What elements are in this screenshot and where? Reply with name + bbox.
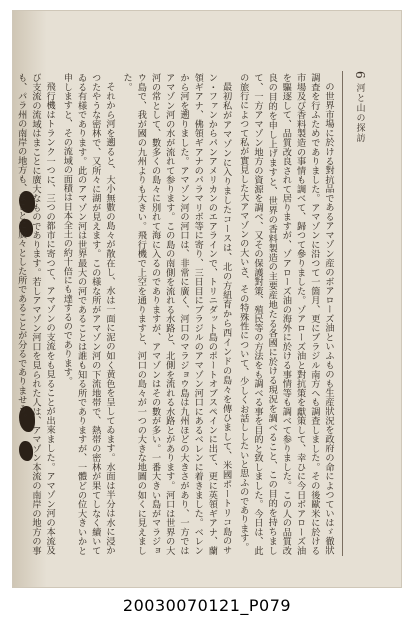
paragraph: の世界市場に於ける對抗品であるアマゾン産のボアローズ油といふものも生産狀況を政府の命によつていはゞ徹狀調査を行ふためでありました。アマゾンに沿つて一箇月、更にブラジル南方へも調査しました。その後歐米に於ける市場及び香料製造の事情も調べて、歸つて參りました。ゾアローズ油と對抗策を獻策して、幸ひに今日ボアローズ油を驅逐して、品質改良されて居りますが、ゾアローズ油の海外に於ける事情等も調べて参りました。この人の品質改良の目的を申し上げますと、世界の香料製造の主要産地たる各國に於ける現況を調べること、この目的を持ちまして、一方アマゾン地方の資源を調べ、又その保護對策、殖民等の方法をも調べる事を目的と致しました。今日は、此の旅行によつて私が實見した大アマゾンの大いさ、その特殊性について、少しくお話ししたいと思ふのであります。 bbox=[237, 73, 334, 555]
book-page bbox=[12, 10, 402, 588]
page-header bbox=[353, 71, 367, 143]
paragraph: それから河を遡ると、大小無數の島々が散在し、水は一面に泥の如く黄色を呈してゐます。水面は半分は水に浸かつたやうな密林で、又所々に湖が見えます。この様な所がアマゾン河の下流地帯で、熱帯の密林が果てしなく續いてゐる有様であります。此のアマゾン河は世界最大の河であることは誰も知る所でありますが、一體どの位大きいかと申しますと、その流域の面積は日本全土の約十倍にも達するのであります。 bbox=[61, 73, 115, 555]
paragraph: 最初私がアマゾンに入りましたコースは、北の方紐育から西インドの島々を傳ひまして、米國ポートリコ島のサン・ファンからパンアメリカンのエアラインで、トリニダット島のポートオブスペインに出て、更に英領ギアナ、蘭領ギアナ、佛領ギアナのパラマリボ等に寄り、三日目にブラジルのアマゾン河口にあるベレンに着きました。ベレンから河を遡りました。アマゾン河の河口は、非常に廣く、河口のマラジョウ島は九州ほどの大きさがあり、一方ではアマゾン河の水が流れて参ります。この島の南側を流れる水路と、北側を流れる水路とがあります。河口は世界の大河の常として、數多くの島々に別れて海に入るのでありますが、アマゾンはその數が多い。一番大きい島がマラジョウ島で、我が國の九州よりも大きい。飛行機で上空を通りますと、河口の島々が一つの大きな地圖の如くに見えました。 bbox=[121, 73, 232, 555]
image-id-caption: 20030070121_P079 bbox=[122, 596, 292, 615]
paragraph: 飛行機はトランク一つに、三つの都市に寄つて、アマゾンの支流をも見ることが出來ました。アマゾン河の本流及び支流の流域はまことに廣大なものであります。若しアマゾン河口を見られた人は、アマゾン本流の南岸の地方の事も、パラ州の南岸の地方も、まことに廣々とした所であることが分るでありませう。 bbox=[15, 73, 56, 555]
page-number: 6 bbox=[353, 71, 367, 79]
body-text bbox=[15, 73, 335, 555]
header-divider bbox=[342, 71, 343, 556]
running-title: 河と山の探訪 bbox=[354, 82, 365, 143]
